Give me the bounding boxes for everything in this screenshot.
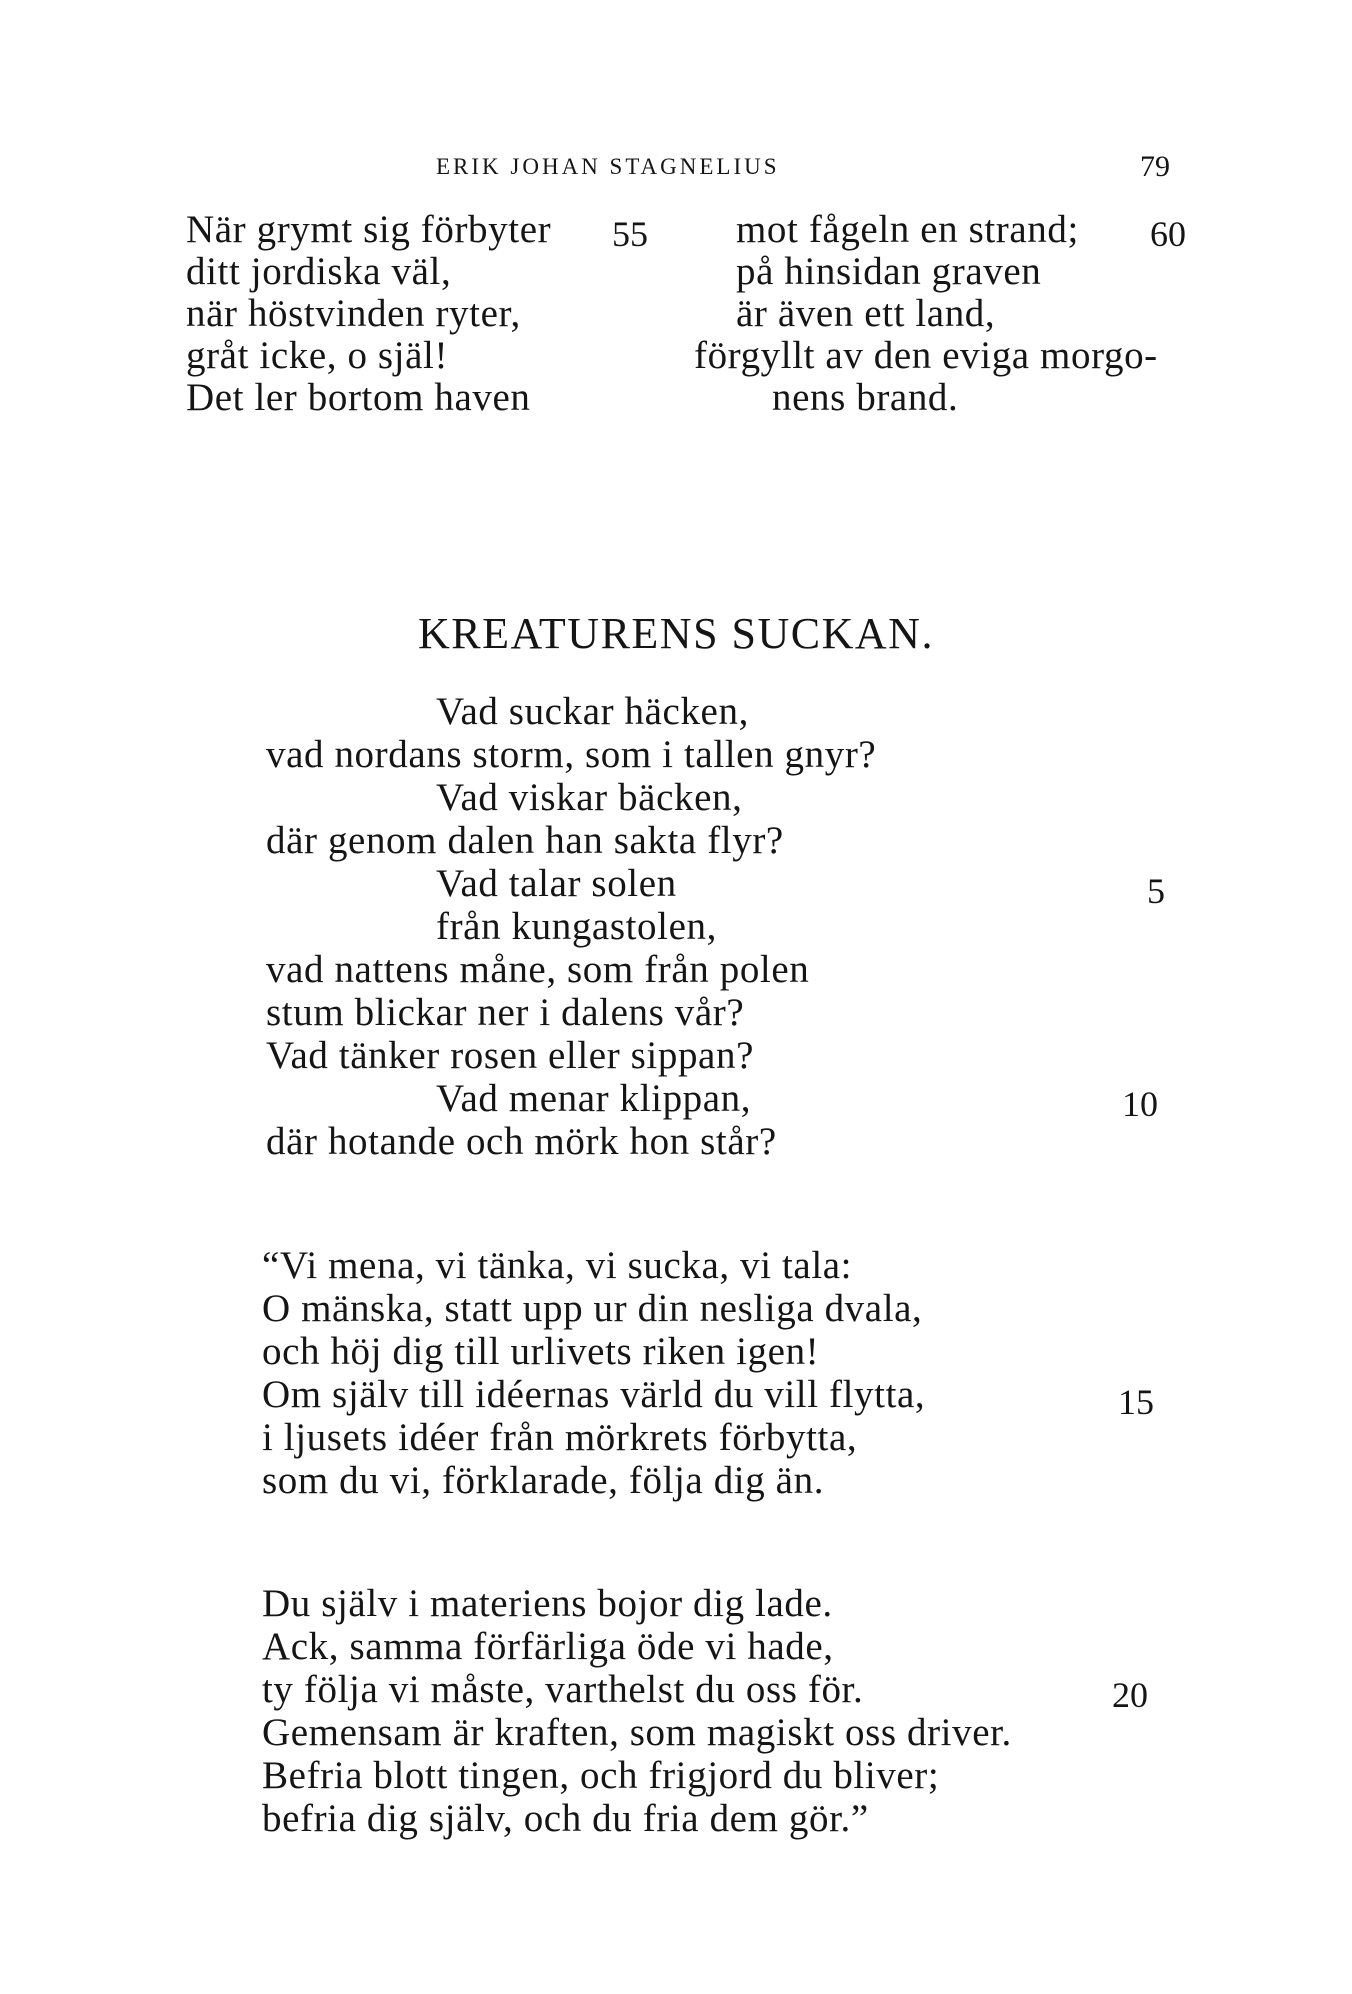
line-number: 20	[1112, 1675, 1148, 1715]
verse-line: från kungastolen,	[436, 905, 717, 948]
line-number: 15	[1118, 1382, 1154, 1422]
running-head: ERIK JOHAN STAGNELIUS	[436, 154, 780, 179]
line-number: 55	[612, 214, 648, 254]
verse-line: är även ett land,	[736, 292, 996, 335]
verse-line: där genom dalen han sakta flyr?	[266, 819, 784, 862]
verse-line: befria dig själv, och du fria dem gör.”	[262, 1797, 869, 1840]
verse-line: Vad talar solen	[436, 862, 677, 905]
verse-line: Vad viskar bäcken,	[436, 776, 743, 819]
verse-line: Befria blott tingen, och frigjord du bliver;	[262, 1754, 940, 1797]
verse-line: nens brand.	[772, 376, 959, 419]
poem-title: KREATURENS SUCKAN.	[418, 609, 934, 658]
page-number: 79	[1140, 150, 1170, 183]
verse-line: Om själv till idéernas värld du vill flytta,	[262, 1373, 926, 1416]
verse-line: Det ler bortom haven	[186, 376, 531, 419]
verse-line: i ljusets idéer från mörkrets förbytta,	[262, 1416, 858, 1459]
verse-line: Vad tänker rosen eller sippan?	[266, 1034, 754, 1077]
verse-line: där hotande och mörk hon står?	[266, 1120, 777, 1163]
verse-line: Ack, samma förfärliga öde vi hade,	[262, 1625, 834, 1668]
verse-line: gråt icke, o själ!	[186, 334, 449, 377]
line-number: 5	[1147, 871, 1165, 911]
verse-line: ditt jordiska väl,	[186, 250, 452, 293]
verse-line: mot fågeln en strand;	[736, 208, 1079, 251]
verse-line: När grymt sig förbyter	[186, 208, 552, 251]
verse-line: Vad suckar häcken,	[436, 690, 749, 733]
verse-line: vad nordans storm, som i tallen gnyr?	[266, 733, 877, 776]
verse-line: ty följa vi måste, varthelst du oss för.	[262, 1668, 864, 1711]
verse-line: som du vi, förklarade, följa dig än.	[262, 1459, 825, 1502]
verse-line: på hinsidan graven	[736, 250, 1042, 293]
line-number: 10	[1122, 1084, 1158, 1124]
line-number: 60	[1150, 214, 1186, 254]
verse-line: stum blickar ner i dalens vår?	[266, 991, 745, 1034]
verse-line: “Vi mena, vi tänka, vi sucka, vi tala:	[262, 1244, 853, 1287]
verse-line: förgyllt av den eviga morgo-	[694, 334, 1158, 377]
verse-line: Vad menar klippan,	[436, 1077, 752, 1120]
verse-line: när höstvinden ryter,	[186, 292, 521, 335]
page-header	[0, 150, 1352, 190]
verse-line: vad nattens måne, som från polen	[266, 948, 810, 991]
verse-line: och höj dig till urlivets riken igen!	[262, 1330, 820, 1373]
verse-line: Gemensam är kraften, som magiskt oss driver.	[262, 1711, 1012, 1754]
verse-line: Du själv i materiens bojor dig lade.	[262, 1582, 833, 1625]
verse-line: O mänska, statt upp ur din nesliga dvala,	[262, 1287, 923, 1330]
